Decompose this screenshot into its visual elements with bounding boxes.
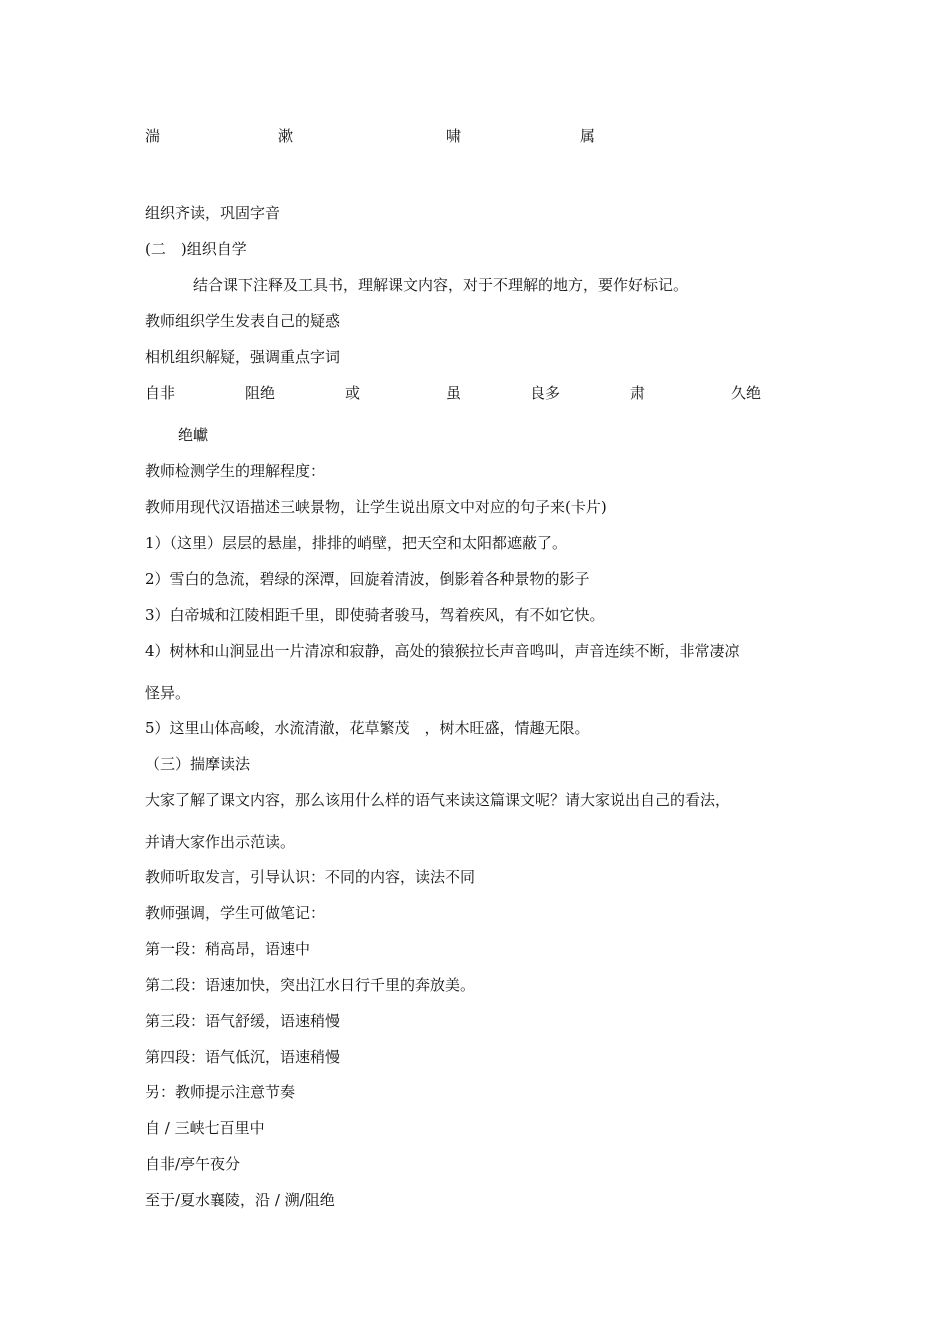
list-item: 1）（这里）层层的悬崖，排排的峭壁，把天空和太阳都遮蔽了。 [145, 534, 568, 552]
text-line: 至于/夏水襄陵，沿 / 溯/阻绝 [145, 1191, 335, 1209]
row-char: 漱 [278, 127, 294, 145]
text-line: 相机组织解疑，强调重点字词 [145, 348, 341, 366]
key-word: 自非 [145, 384, 176, 402]
key-word: 阻绝 [245, 384, 276, 402]
key-word: 或 [345, 384, 361, 402]
text-line: 教师检测学生的理解程度： [145, 462, 326, 480]
list-item: 4）树林和山涧显出一片清凉和寂静，高处的猿猴拉长声音鸣叫，声音连续不断，非常凄凉 [145, 642, 740, 660]
section-heading: （三）揣摩读法 [145, 755, 251, 773]
text-line: 自 / 三峡七百里中 [145, 1119, 265, 1137]
key-word: 良多 [530, 384, 561, 402]
key-word: 肃 [630, 384, 646, 402]
row-char: 湍 [145, 127, 161, 145]
text-line: 教师听取发言，引导认识：不同的内容，读法不同 [145, 868, 476, 886]
row-char: 属 [580, 127, 596, 145]
text-line: 另：教师提示注意节奏 [145, 1083, 296, 1101]
text-line: 第三段：语气舒缓，语速稍慢 [145, 1012, 341, 1030]
text-line: 第四段：语气低沉，语速稍慢 [145, 1048, 341, 1066]
section-heading: (二 )组织自学 [145, 240, 247, 258]
text-line: 大家了解了课文内容，那么该用什么样的语气来读这篇课文呢？请大家说出自己的看法， [145, 791, 731, 809]
list-item: 5）这里山体高峻，水流清澈，花草繁茂 ，树木旺盛，情趣无限。 [145, 719, 590, 737]
text-line: 自非/亭午夜分 [145, 1155, 241, 1173]
list-item: 3）白帝城和江陵相距千里，即使骑者骏马，驾着疾风，有不如它快。 [145, 606, 605, 624]
key-word: 久绝 [731, 384, 762, 402]
text-line: 第一段：稍高昂，语速中 [145, 940, 311, 958]
text-line: 教师组织学生发表自己的疑惑 [145, 312, 341, 330]
list-item-continuation: 怪异。 [145, 684, 191, 702]
list-item: 2）雪白的急流，碧绿的深潭，回旋着清波，倒影着各种景物的影子 [145, 570, 590, 588]
key-word: 绝巘 [178, 426, 209, 444]
text-line: 教师用现代汉语描述三峡景物，让学生说出原文中对应的句子来(卡片) [145, 498, 607, 516]
row-char: 啸 [446, 127, 462, 145]
text-line: 组织齐读，巩固字音 [145, 204, 281, 222]
text-line: 教师强调，学生可做笔记： [145, 904, 326, 922]
text-line: 并请大家作出示范读。 [145, 833, 296, 851]
text-line: 第二段：语速加快，突出江水日行千里的奔放美。 [145, 976, 476, 994]
key-word: 虽 [446, 384, 462, 402]
text-line: 结合课下注释及工具书，理解课文内容，对于不理解的地方，要作好标记。 [193, 276, 689, 294]
